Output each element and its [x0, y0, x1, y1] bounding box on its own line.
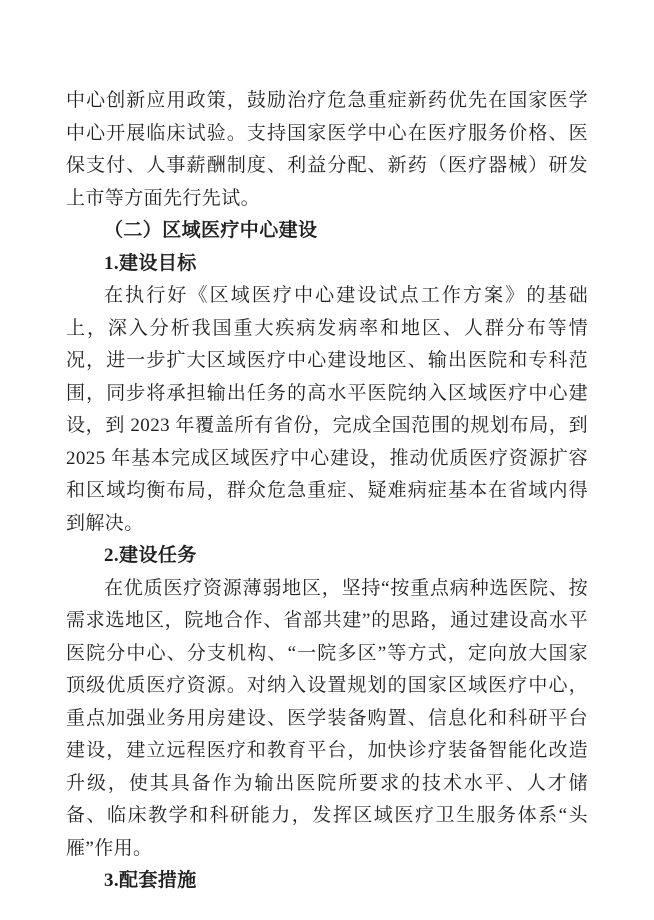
section-heading: 1.建设目标: [104, 252, 197, 274]
paragraph: 在优质医疗资源薄弱地区，坚持“按重点病种选医院、按需求选地区，院地合作、省部共建”的思路，通过建设高水平医院分中心、分支机构、“一院多区”等方式，定向放大国家顶级优质医疗资源。对纳入设置规划的国家区域医疗中心，重点加强业务用房建设、医学装备购置、信息化和科研平台建设，建立远程医疗和教育平台，加快诊疗装备智能化改造升级，使其具备作为输出医院所要求的技术水平、人才储备、临床教学和科研能力，发挥区域医疗卫生服务体系“头雁”作用。: [66, 577, 588, 859]
paragraph: 在执行好《区域医疗中心建设试点工作方案》的基础上，深入分析我国重大疾病发病率和地区、人群分布等情况，进一步扩大区域医疗中心建设地区、输出医院和专科范围，同步将承担输出任务的高水平医院纳入区域医疗中心建设，到 2023 年覆盖所有省份，完成全国范围的规划布局，到 2025 年基本完成区域医疗中心建设，推动优质医疗资源扩容和区域均衡布局，群众危急重症、疑难病症基本在省域内得到解决。: [66, 285, 588, 534]
section-heading: 2.建设任务: [104, 545, 197, 566]
document-body: [66, 85, 588, 898]
section-heading: 3.配套措施: [104, 870, 197, 891]
section-heading: （二）区域医疗中心建设: [104, 220, 318, 241]
paragraph: 中心创新应用政策，鼓励治疗危急重症新药优先在国家医学中心开展临床试验。支持国家医学中心在医疗服务价格、医保支付、人事薪酬制度、利益分配、新药（医疗器械）研发上市等方面先行先试。: [66, 90, 588, 209]
